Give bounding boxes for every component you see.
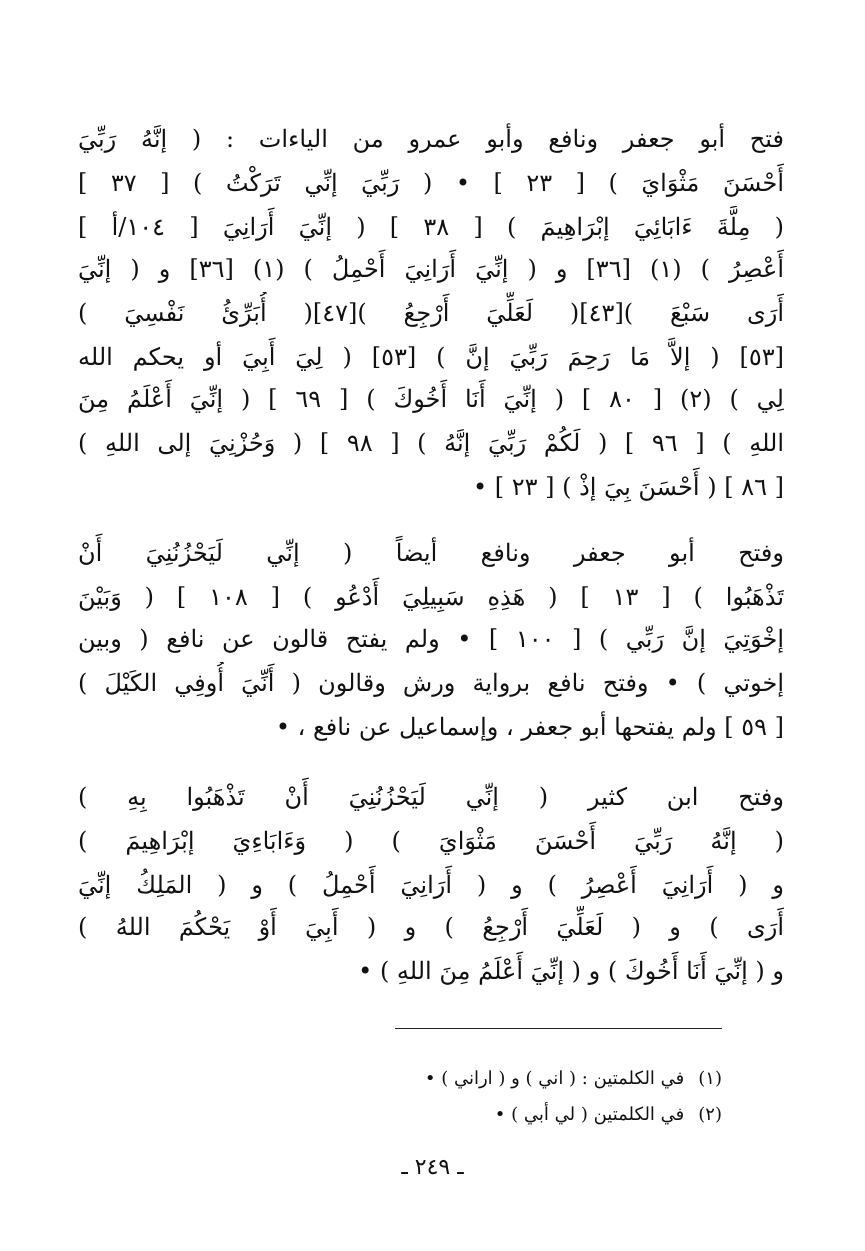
footnote-1 — [200, 1064, 722, 1094]
paragraph-3-line-1: وفتح ابن كثير ( إنِّي لَيَحْزُنُنِيَ أَنْ تَذْهَبُوا بِهِ ) — [78, 783, 784, 811]
paragraph-1-line-7: لِي ) (٢) [ ٨٠ ] ( إنِّيَ أَنَا أَخُوكَ ) [ ٦٩ ] ( إنِّيَ أَعْلَمُ مِنَ — [78, 385, 784, 413]
page-number: ـ ٢٤٩ ـ — [401, 1155, 464, 1180]
footnote-separator — [395, 1028, 722, 1029]
paragraph-1-line-6: [٥٣] ( إلاَّ مَا رَحِمَ رَبِّيَ إنَّ ) [٥٣] ( لِيَ أَبِيَ أو يحكم الله — [78, 343, 784, 371]
paragraph-1-line-3: ( مِلَّةَ ءَابَائِيَ إبْرَاهِيمَ ) [ ٣٨ ] ( إنِّيَ أَرَانِيَ [ ١٠٤/أ ] — [78, 213, 784, 241]
paragraph-1-line-4: أَعْصِرُ ) (١) [٣٦] و ( إنِّيَ أَرَانِيَ أَحْمِلُ ) (١) [٣٦] و ( إنِّيَ — [78, 255, 784, 283]
paragraph-3-line-3: و ( أَرَانِيَ أَعْصِرُ ) و ( أَرَانِيَ أَحْمِلُ ) و ( المَلِكُ إنِّيَ — [78, 871, 784, 899]
paragraph-2-line-5: [ ٥٩ ] ولم يفتحها أبو جعفر ، وإسماعيل عن نافع ، • — [275, 713, 784, 741]
paragraph-2-line-2: تَذْهَبُوا ) [ ١٣ ] ( هَذِهِ سَبِيلِيَ أَدْعُو ) [ ١٠٨ ] ( وَبَيْنَ — [78, 583, 784, 611]
footnote-1-text: في الكلمتين : ( اني ) و ( اراني ) • — [424, 1068, 685, 1089]
paragraph-2-line-4: إخوتي ) • وفتح نافع برواية ورش وقالون ( أَنِّيَ أُوفِي الكَيْلَ ) — [78, 669, 784, 697]
paragraph-1-line-5: أَرَى سَبْعَ )[٤٣]( لَعَلِّيَ أَرْجِعُ )[٤٧]( أُبَرِّئُ نَفْسِيَ ) — [78, 299, 784, 327]
paragraph-3-line-2: ( إنَّهُ رَبِّيَ أَحْسَنَ مَثْوَايَ ) ( وَءَابَاءِيَ إبْرَاهِيمَ ) — [78, 827, 784, 855]
paragraph-2-line-1: وفتح أبو جعفر ونافع أيضاً ( إنِّي لَيَحْزُنُنِيَ أَنْ — [78, 539, 784, 567]
paragraph-3-line-5: و ( إنِّيَ أَنَا أَخُوكَ ) و ( إنِّيَ أَعْلَمُ مِنَ اللهِ ) • — [358, 957, 784, 985]
paragraph-1-line-2: أَحْسَنَ مَثْوَايَ ) [ ٢٣ ] • ( رَبِّيَ إنِّي تَرَكْتُ ) [ ٣٧ ] — [78, 169, 784, 197]
footnote-2 — [200, 1100, 722, 1130]
paragraph-1-line-9: [ ٨٦ ] ( أَحْسَنَ بِيَ إذْ ) [ ٢٣ ] • — [472, 473, 784, 501]
footnote-2-text: في الكلمتين ( لي أبي ) • — [494, 1104, 685, 1125]
paragraph-2-line-3: إخْوَتِيَ إنَّ رَبِّي ) [ ١٠٠ ] • ولم يفتح قالون عن نافع ( وبين — [78, 625, 784, 653]
paragraph-1-line-8: اللهِ ) [ ٩٦ ] ( لَكُمْ رَبِّيَ إنَّهُ ) [ ٩٨ ] ( وَحُزْنِيَ إلى اللهِ ) — [78, 429, 784, 457]
paragraph-1-line-1: فتح أبو جعفر ونافع وأبو عمرو من الياءات : ( إنَّهُ رَبِّيَ — [78, 125, 784, 153]
footnote-1-number: (١) — [698, 1068, 722, 1089]
paragraph-3-line-4: أَرَى ) و ( لَعَلِّيَ أَرْجِعُ ) و ( أَبِيَ أَوْ يَحْكُمَ اللهُ ) — [78, 913, 784, 941]
footnote-2-number: (٢) — [698, 1104, 722, 1125]
